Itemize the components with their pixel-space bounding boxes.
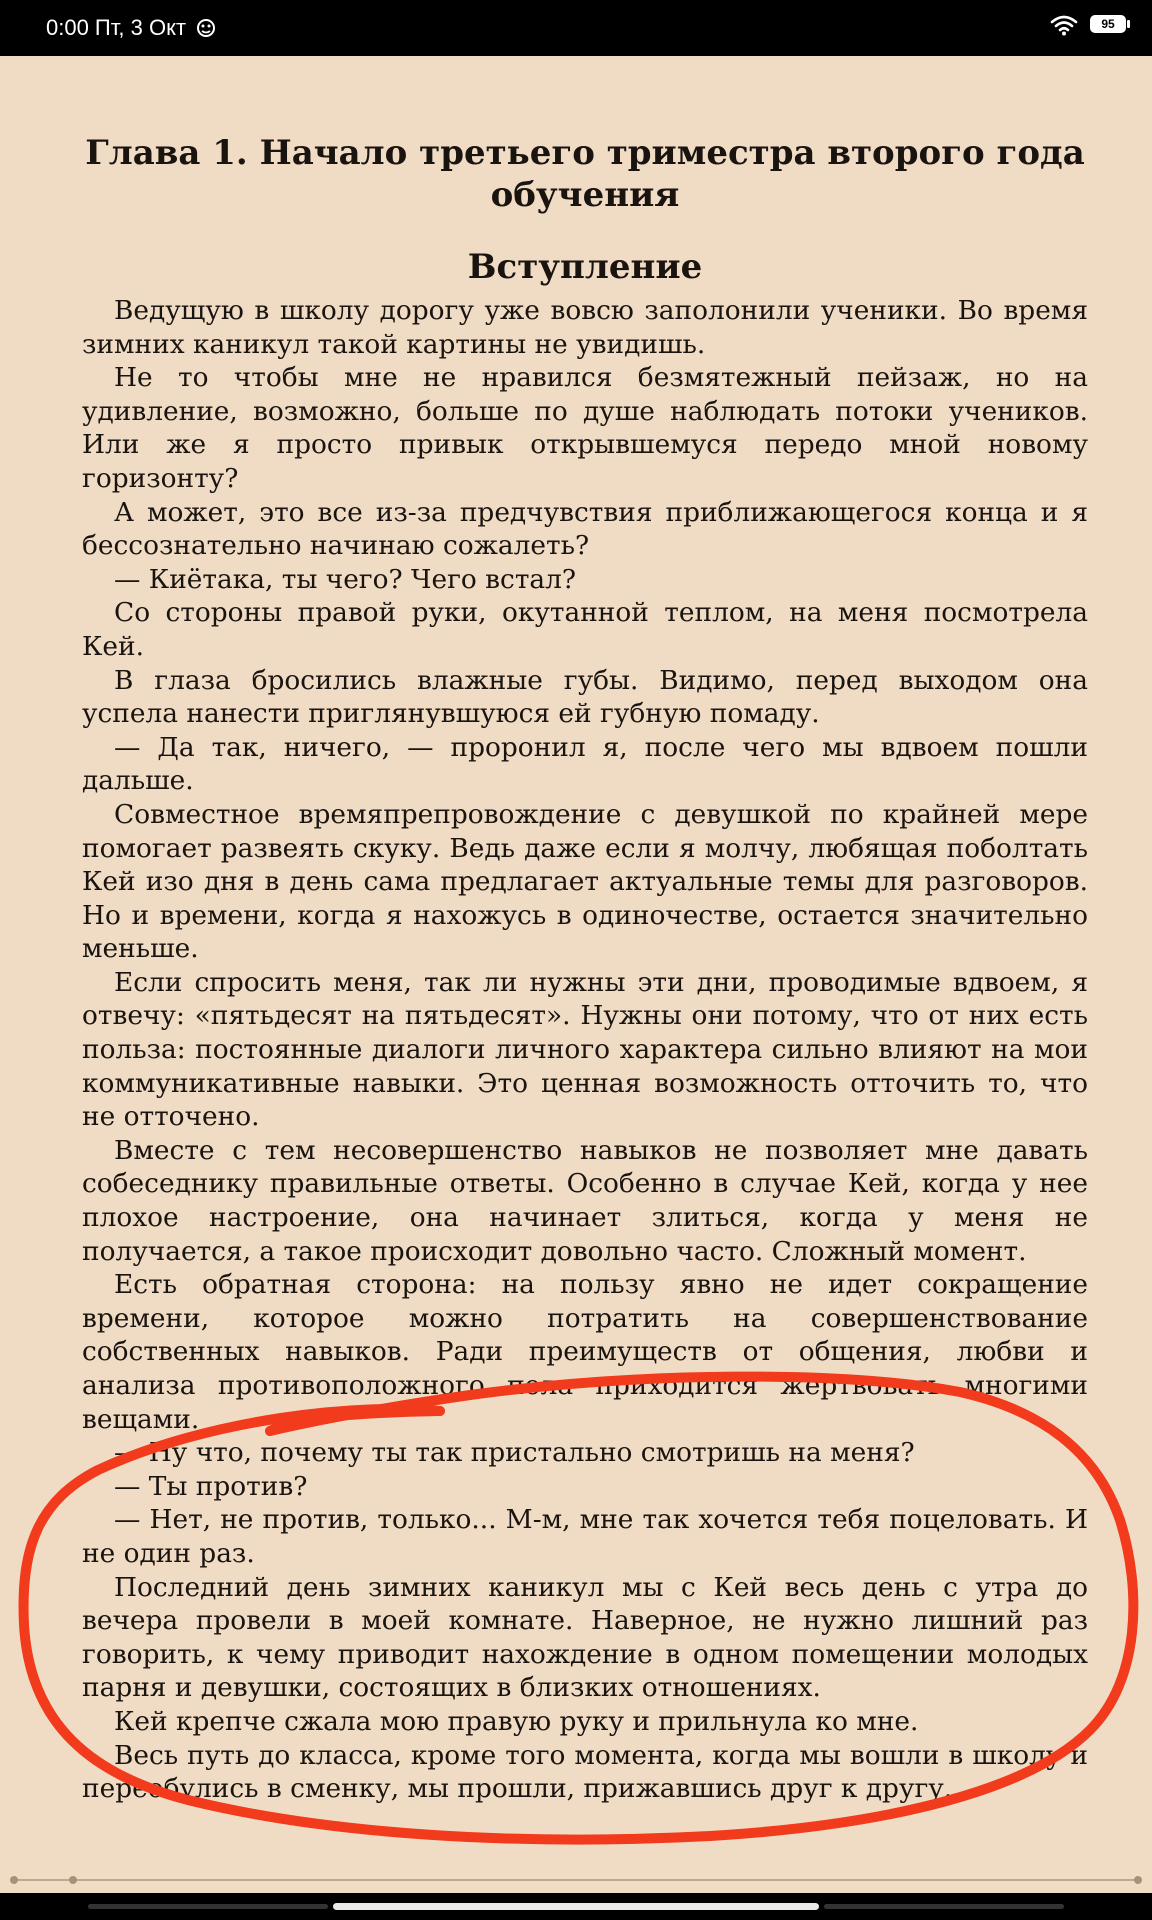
status-left — [46, 14, 216, 42]
paragraph: Если спросить меня, так ли нужны эти дни, проводимые вдвоем, я отвечу: «пятьдесят на пятьдесят». Нужны они потому, что от них есть польза: постоянные диалоги личного характера сильно влияют на мои коммуникативные навыки. Это ценная возможность отточить то, что не отточено. — [82, 966, 1088, 1133]
paragraph: Есть обратная сторона: на пользу явно не идет сокращение времени, которое можно потратить на совершенствование собственных навыков. Ради преимуществ от общения, любви и анализа противоположного пола приходится жертвовать многими вещами. — [82, 1269, 1088, 1435]
paragraph: — Ну что, почему ты так пристально смотришь на меня? — [114, 1437, 915, 1469]
notification-face-icon — [196, 18, 216, 38]
wifi-icon — [1050, 14, 1078, 36]
paragraph: — Ты против? — [114, 1470, 308, 1502]
reader-page[interactable] — [0, 56, 1152, 1896]
system-navigation-bar — [0, 1893, 1152, 1920]
nav-left-indicator — [88, 1904, 328, 1909]
battery-tip — [1127, 20, 1130, 28]
paragraph: Не то чтобы мне не нравился безмятежный пейзаж, но на удивление, возможно, больше по душе наблюдать потоки учеников. Или же я просто привык открывшемуся передо мной новому горизонту? — [82, 362, 1088, 494]
progress-start-marker — [10, 1876, 18, 1884]
paragraph: Последний день зимних каникул мы с Кей весь день с утра до вечера провели в моей комнате. Наверное, не нужно лишний раз говорить, к чему приводит нахождение в одном помещении молодых парня и девушки, состоящих в близких отношениях. — [82, 1571, 1088, 1704]
paragraph: — Киётака, ты чего? Чего встал? — [114, 563, 577, 595]
reading-progress-bar[interactable] — [14, 1879, 1138, 1881]
book-content[interactable] — [82, 132, 1088, 1806]
home-gesture-bar[interactable] — [333, 1903, 819, 1910]
status-bar — [0, 0, 1152, 56]
paragraph: Совместное времяпрепровождение с девушкой по крайней мере помогает развеять скуку. Ведь даже если я молчу, любящая поболтать Кей изо дня в день сама предлагает актуальные темы для разговоров. Но и времени, когда я нахожусь в одиночестве, остается значительно меньше. — [82, 798, 1088, 965]
paragraph: Вместе с тем несовершенство навыков не позволяет мне давать собеседнику правильные ответы. Особенно в случае Кей, когда у нее плохое настроение, она начинает злиться, когда у меня не получается, а такое происходит довольно часто. Сложный момент. — [82, 1134, 1088, 1267]
paragraph: — Да так, ничего, — проронил я, после чего мы вдвоем пошли дальше. — [82, 731, 1088, 797]
paragraph: В глаза бросились влажные губы. Видимо, перед выходом она успела нанести приглянувшуюся ей губную помаду. — [82, 664, 1088, 730]
battery-icon — [1090, 15, 1132, 35]
paragraph: Весь путь до класса, кроме того момента, когда мы вошли в школу и переобулись в сменку, мы прошли, прижавшись друг к другу. — [82, 1739, 1088, 1805]
chapter-title: Глава 1. Начало третьего триместра второго года обучения — [85, 133, 1085, 215]
paragraph: Со стороны правой руки, окутанной теплом, на меня посмотрела Кей. — [82, 597, 1088, 662]
paragraph: — Нет, не против, только... М-м, мне так хочется тебя поцеловать. И не один раз. — [82, 1504, 1088, 1569]
progress-current-marker[interactable] — [69, 1876, 77, 1884]
nav-right-indicator — [824, 1904, 1064, 1909]
paragraph: А может, это все из-за предчувствия приближающегося конца и я бессознательно начинаю сожалеть? — [82, 496, 1088, 562]
paragraph: Ведущую в школу дорогу уже вовсю заполонили ученики. Во время зимних каникул такой картины не увидишь. — [82, 295, 1088, 360]
status-right — [1050, 14, 1132, 36]
section-title: Вступление — [467, 247, 703, 287]
battery-level: 95 — [1101, 17, 1115, 31]
progress-end-marker — [1134, 1876, 1142, 1884]
status-time-date: 0:00 Пт, 3 Окт — [46, 15, 187, 40]
paragraph: Кей крепче сжала мою правую руку и прильнула ко мне. — [114, 1705, 919, 1737]
